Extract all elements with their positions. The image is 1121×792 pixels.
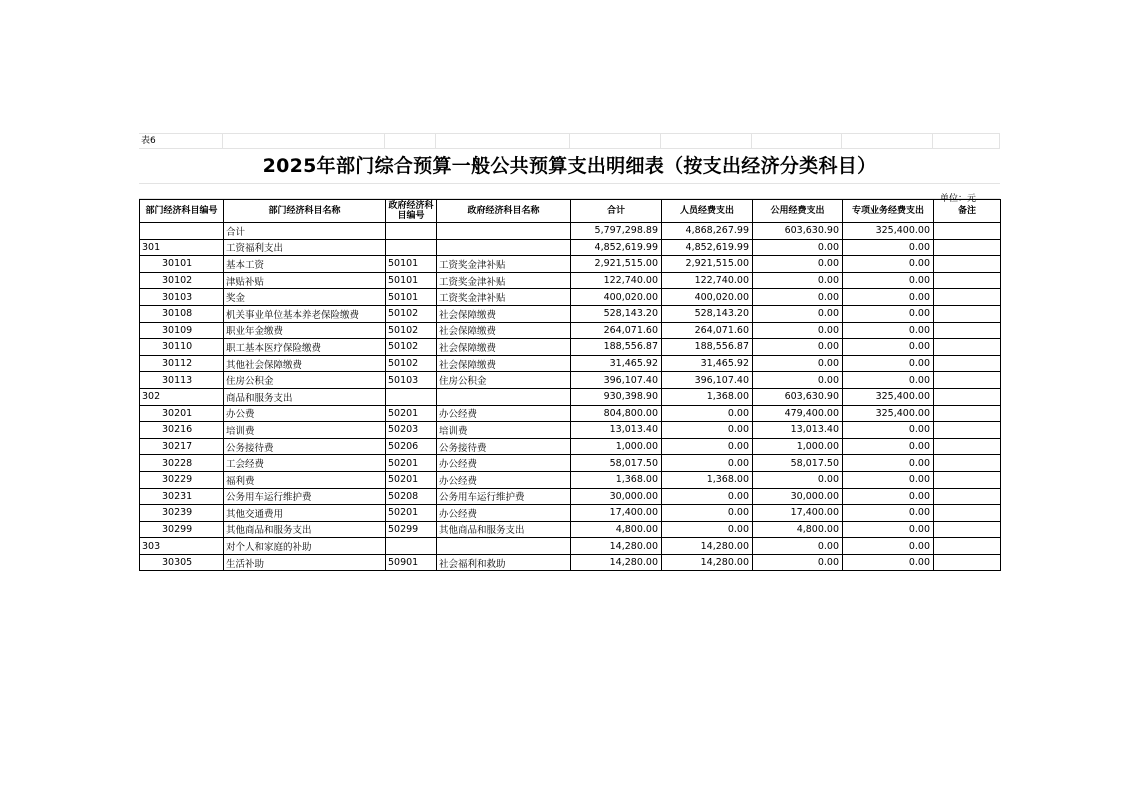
cell-personnel: 1,368.00 — [662, 471, 753, 488]
cell-gov-name: 公务接待费 — [437, 438, 571, 455]
cell-total: 14,280.00 — [571, 538, 662, 555]
cell-dept-code: 30231 — [140, 488, 224, 505]
cell-special: 325,400.00 — [843, 223, 934, 240]
cell-total: 400,020.00 — [571, 289, 662, 306]
cell-total: 396,107.40 — [571, 372, 662, 389]
cell-total: 13,013.40 — [571, 422, 662, 439]
cell-total: 4,800.00 — [571, 521, 662, 538]
table-row — [140, 471, 1001, 488]
cell-remark — [934, 488, 1001, 505]
table-row — [140, 239, 1001, 256]
cell-dept-name: 培训费 — [224, 422, 386, 439]
cell-gov-name: 公务用车运行维护费 — [437, 488, 571, 505]
cell-gov-name — [437, 388, 571, 405]
cell-dept-code: 30239 — [140, 505, 224, 522]
table-row — [140, 372, 1001, 389]
table-row — [140, 488, 1001, 505]
cell-gov-name: 办公经费 — [437, 505, 571, 522]
empty-cell — [570, 133, 661, 148]
cell-dept-code: 30102 — [140, 272, 224, 289]
cell-dept-code: 30299 — [140, 521, 224, 538]
cell-public: 479,400.00 — [753, 405, 843, 422]
cell-dept-name: 生活补助 — [224, 554, 386, 571]
cell-remark — [934, 272, 1001, 289]
cell-gov-name: 办公经费 — [437, 471, 571, 488]
cell-public: 4,800.00 — [753, 521, 843, 538]
header-dept-code: 部门经济科目编号 — [140, 200, 224, 223]
cell-gov-name: 住房公积金 — [437, 372, 571, 389]
table-body — [140, 223, 1001, 571]
cell-remark — [934, 322, 1001, 339]
cell-remark — [934, 223, 1001, 240]
cell-dept-name: 公务接待费 — [224, 438, 386, 455]
empty-cell — [436, 133, 570, 148]
cell-gov-code: 50201 — [386, 471, 437, 488]
cell-personnel: 0.00 — [662, 438, 753, 455]
cell-personnel: 396,107.40 — [662, 372, 753, 389]
cell-personnel: 0.00 — [662, 488, 753, 505]
cell-gov-code: 50101 — [386, 272, 437, 289]
cell-gov-name: 工资奖金津补贴 — [437, 272, 571, 289]
cell-special: 0.00 — [843, 239, 934, 256]
cell-special: 0.00 — [843, 339, 934, 356]
cell-dept-name: 其他社会保障缴费 — [224, 355, 386, 372]
table-row — [140, 388, 1001, 405]
cell-gov-code: 50203 — [386, 422, 437, 439]
cell-public: 0.00 — [753, 272, 843, 289]
cell-remark — [934, 538, 1001, 555]
cell-dept-name: 基本工资 — [224, 256, 386, 273]
table-row — [140, 438, 1001, 455]
cell-public: 0.00 — [753, 538, 843, 555]
cell-public: 0.00 — [753, 355, 843, 372]
cell-gov-name: 办公经费 — [437, 455, 571, 472]
cell-dept-name: 商品和服务支出 — [224, 388, 386, 405]
cell-special: 0.00 — [843, 272, 934, 289]
cell-dept-name: 工会经费 — [224, 455, 386, 472]
cell-gov-code: 50102 — [386, 355, 437, 372]
cell-gov-name: 社会保障缴费 — [437, 355, 571, 372]
cell-total: 14,280.00 — [571, 554, 662, 571]
cell-public: 0.00 — [753, 289, 843, 306]
cell-dept-code: 30201 — [140, 405, 224, 422]
cell-gov-name — [437, 538, 571, 555]
cell-gov-code — [386, 239, 437, 256]
cell-dept-code — [140, 223, 224, 240]
cell-gov-code: 50103 — [386, 372, 437, 389]
cell-gov-code: 50201 — [386, 505, 437, 522]
cell-gov-name: 工资奖金津补贴 — [437, 289, 571, 306]
cell-gov-name: 其他商品和服务支出 — [437, 521, 571, 538]
cell-total: 188,556.87 — [571, 339, 662, 356]
cell-dept-code: 30216 — [140, 422, 224, 439]
empty-cell — [385, 133, 436, 148]
cell-special: 0.00 — [843, 256, 934, 273]
cell-personnel: 0.00 — [662, 405, 753, 422]
cell-public: 0.00 — [753, 471, 843, 488]
header-row — [140, 200, 1001, 223]
cell-remark — [934, 521, 1001, 538]
cell-special: 0.00 — [843, 438, 934, 455]
cell-gov-code — [386, 388, 437, 405]
cell-personnel: 528,143.20 — [662, 305, 753, 322]
empty-cell — [661, 133, 752, 148]
cell-remark — [934, 305, 1001, 322]
cell-dept-name: 奖金 — [224, 289, 386, 306]
sheet-label-row — [139, 133, 1000, 148]
cell-total: 528,143.20 — [571, 305, 662, 322]
table-row — [140, 305, 1001, 322]
cell-remark — [934, 289, 1001, 306]
cell-total: 264,071.60 — [571, 322, 662, 339]
cell-special: 0.00 — [843, 372, 934, 389]
cell-dept-code: 30110 — [140, 339, 224, 356]
cell-dept-code: 30229 — [140, 471, 224, 488]
header-public: 公用经费支出 — [753, 200, 843, 223]
cell-dept-name: 津贴补贴 — [224, 272, 386, 289]
cell-dept-name: 公务用车运行维护费 — [224, 488, 386, 505]
cell-personnel: 0.00 — [662, 521, 753, 538]
cell-personnel: 14,280.00 — [662, 554, 753, 571]
cell-dept-name: 机关事业单位基本养老保险缴费 — [224, 305, 386, 322]
cell-public: 0.00 — [753, 339, 843, 356]
sheet-label: 表6 — [139, 133, 223, 148]
cell-total: 17,400.00 — [571, 505, 662, 522]
cell-total: 31,465.92 — [571, 355, 662, 372]
empty-cell — [752, 133, 842, 148]
cell-gov-code: 50299 — [386, 521, 437, 538]
cell-total: 122,740.00 — [571, 272, 662, 289]
cell-gov-name — [437, 223, 571, 240]
cell-dept-name: 职工基本医疗保险缴费 — [224, 339, 386, 356]
cell-special: 0.00 — [843, 471, 934, 488]
cell-dept-code: 30112 — [140, 355, 224, 372]
cell-personnel: 122,740.00 — [662, 272, 753, 289]
cell-remark — [934, 355, 1001, 372]
cell-public: 1,000.00 — [753, 438, 843, 455]
cell-total: 2,921,515.00 — [571, 256, 662, 273]
cell-remark — [934, 256, 1001, 273]
cell-total: 58,017.50 — [571, 455, 662, 472]
table-row — [140, 289, 1001, 306]
cell-remark — [934, 505, 1001, 522]
cell-personnel: 188,556.87 — [662, 339, 753, 356]
table-row — [140, 505, 1001, 522]
cell-gov-code: 50901 — [386, 554, 437, 571]
cell-special: 0.00 — [843, 521, 934, 538]
cell-personnel: 14,280.00 — [662, 538, 753, 555]
cell-remark — [934, 388, 1001, 405]
cell-public: 58,017.50 — [753, 455, 843, 472]
cell-dept-name: 住房公积金 — [224, 372, 386, 389]
header-gov-name: 政府经济科目名称 — [437, 200, 571, 223]
header-dept-name: 部门经济科目名称 — [224, 200, 386, 223]
cell-gov-code: 50201 — [386, 455, 437, 472]
header-total: 合计 — [571, 200, 662, 223]
cell-dept-code: 303 — [140, 538, 224, 555]
cell-dept-name: 办公费 — [224, 405, 386, 422]
cell-personnel: 4,868,267.99 — [662, 223, 753, 240]
cell-public: 603,630.90 — [753, 223, 843, 240]
cell-gov-code: 50102 — [386, 339, 437, 356]
cell-gov-code: 50101 — [386, 289, 437, 306]
header-gov-code: 政府经济科目编号 — [386, 200, 437, 223]
cell-gov-code: 50208 — [386, 488, 437, 505]
cell-special: 325,400.00 — [843, 388, 934, 405]
cell-personnel: 0.00 — [662, 422, 753, 439]
cell-remark — [934, 438, 1001, 455]
cell-gov-code: 50101 — [386, 256, 437, 273]
empty-cell — [842, 133, 933, 148]
cell-personnel: 0.00 — [662, 505, 753, 522]
cell-personnel: 4,852,619.99 — [662, 239, 753, 256]
cell-public: 13,013.40 — [753, 422, 843, 439]
cell-public: 30,000.00 — [753, 488, 843, 505]
cell-total: 4,852,619.99 — [571, 239, 662, 256]
cell-public: 0.00 — [753, 322, 843, 339]
cell-remark — [934, 405, 1001, 422]
cell-special: 0.00 — [843, 355, 934, 372]
cell-special: 0.00 — [843, 455, 934, 472]
table-row — [140, 521, 1001, 538]
cell-public: 0.00 — [753, 256, 843, 273]
cell-remark — [934, 372, 1001, 389]
cell-special: 0.00 — [843, 488, 934, 505]
cell-dept-code: 302 — [140, 388, 224, 405]
cell-dept-name: 对个人和家庭的补助 — [224, 538, 386, 555]
table-row — [140, 554, 1001, 571]
cell-gov-code — [386, 223, 437, 240]
cell-personnel: 400,020.00 — [662, 289, 753, 306]
table-row — [140, 455, 1001, 472]
cell-public: 17,400.00 — [753, 505, 843, 522]
header-personnel: 人员经费支出 — [662, 200, 753, 223]
cell-dept-name: 其他商品和服务支出 — [224, 521, 386, 538]
cell-dept-name: 合计 — [224, 223, 386, 240]
cell-public: 0.00 — [753, 239, 843, 256]
cell-special: 0.00 — [843, 322, 934, 339]
cell-gov-code: 50201 — [386, 405, 437, 422]
cell-dept-code: 30305 — [140, 554, 224, 571]
table-row — [140, 322, 1001, 339]
cell-remark — [934, 455, 1001, 472]
cell-gov-name — [437, 239, 571, 256]
cell-remark — [934, 554, 1001, 571]
cell-special: 325,400.00 — [843, 405, 934, 422]
cell-dept-code: 30103 — [140, 289, 224, 306]
cell-dept-code: 30101 — [140, 256, 224, 273]
cell-personnel: 2,921,515.00 — [662, 256, 753, 273]
table-row — [140, 355, 1001, 372]
spreadsheet-page — [139, 133, 1000, 571]
cell-public: 0.00 — [753, 372, 843, 389]
table-row — [140, 339, 1001, 356]
cell-personnel: 31,465.92 — [662, 355, 753, 372]
cell-special: 0.00 — [843, 305, 934, 322]
cell-total: 5,797,298.89 — [571, 223, 662, 240]
cell-gov-code — [386, 538, 437, 555]
cell-gov-name: 办公经费 — [437, 405, 571, 422]
cell-special: 0.00 — [843, 505, 934, 522]
cell-dept-code: 30113 — [140, 372, 224, 389]
cell-gov-name: 培训费 — [437, 422, 571, 439]
cell-special: 0.00 — [843, 538, 934, 555]
cell-gov-code: 50206 — [386, 438, 437, 455]
cell-gov-name: 社会保障缴费 — [437, 305, 571, 322]
cell-dept-code: 301 — [140, 239, 224, 256]
cell-gov-name: 社会福利和救助 — [437, 554, 571, 571]
cell-dept-code: 30109 — [140, 322, 224, 339]
cell-gov-name: 工资奖金津补贴 — [437, 256, 571, 273]
cell-public: 603,630.90 — [753, 388, 843, 405]
cell-total: 1,000.00 — [571, 438, 662, 455]
cell-dept-name: 工资福利支出 — [224, 239, 386, 256]
cell-personnel: 0.00 — [662, 455, 753, 472]
cell-gov-name: 社会保障缴费 — [437, 322, 571, 339]
unit-row — [139, 184, 1000, 204]
table-row — [140, 405, 1001, 422]
header-remark: 备注 — [934, 200, 1001, 223]
cell-dept-name: 福利费 — [224, 471, 386, 488]
header-special: 专项业务经费支出 — [843, 200, 934, 223]
cell-special: 0.00 — [843, 554, 934, 571]
table-row — [140, 256, 1001, 273]
cell-total: 930,398.90 — [571, 388, 662, 405]
cell-dept-name: 职业年金缴费 — [224, 322, 386, 339]
cell-remark — [934, 422, 1001, 439]
table-row — [140, 223, 1001, 240]
cell-gov-code: 50102 — [386, 305, 437, 322]
budget-table — [139, 199, 1001, 571]
cell-gov-name: 社会保障缴费 — [437, 339, 571, 356]
unit-label: 单位：元 — [939, 194, 976, 204]
cell-public: 0.00 — [753, 305, 843, 322]
empty-cell — [933, 133, 1000, 148]
cell-personnel: 1,368.00 — [662, 388, 753, 405]
table-row — [140, 538, 1001, 555]
cell-dept-code: 30108 — [140, 305, 224, 322]
cell-total: 804,800.00 — [571, 405, 662, 422]
cell-special: 0.00 — [843, 422, 934, 439]
cell-gov-code: 50102 — [386, 322, 437, 339]
cell-personnel: 264,071.60 — [662, 322, 753, 339]
cell-dept-code: 30228 — [140, 455, 224, 472]
cell-dept-code: 30217 — [140, 438, 224, 455]
cell-total: 1,368.00 — [571, 471, 662, 488]
table-row — [140, 272, 1001, 289]
cell-total: 30,000.00 — [571, 488, 662, 505]
table-row — [140, 422, 1001, 439]
empty-cell — [223, 133, 385, 148]
cell-remark — [934, 339, 1001, 356]
cell-special: 0.00 — [843, 289, 934, 306]
table-title: 2025年部门综合预算一般公共预算支出明细表（按支出经济分类科目） — [139, 148, 1000, 184]
cell-remark — [934, 239, 1001, 256]
cell-dept-name: 其他交通费用 — [224, 505, 386, 522]
cell-public: 0.00 — [753, 554, 843, 571]
cell-remark — [934, 471, 1001, 488]
